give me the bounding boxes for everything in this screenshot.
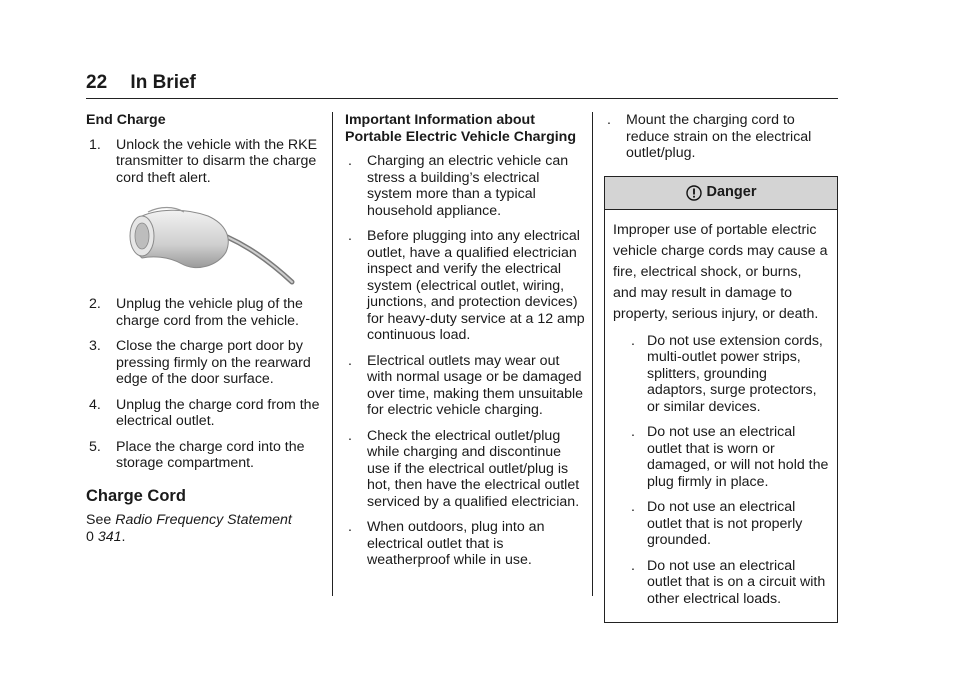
- danger-bullet-item: [613, 424, 829, 490]
- step-item-marker: 5.: [89, 438, 101, 455]
- bullet-item-text: Before plugging into any electrical outlet, have a qualified electrician inspect and verify the electrical system (electrical outlet, wiring, junctions, and protection devices) for heavy-duty service at a 12 amp continuous load.: [367, 228, 585, 343]
- danger-bullet-marker: .: [631, 499, 635, 515]
- danger-bullet-text: Do not use extension cords, multi-outlet power strips, splitters, grounding adaptors, surge protectors, or similar devices.: [647, 332, 823, 415]
- step-item-text: Unplug the vehicle plug of the charge cord from the vehicle.: [116, 296, 303, 329]
- step-item-marker: 2.: [89, 296, 101, 312]
- step-item-marker: 1.: [89, 136, 101, 153]
- charge-plug-illustration-icon: [86, 200, 322, 286]
- page-ref-symbol: 0: [86, 528, 94, 545]
- step-item-marker: 4.: [89, 396, 101, 413]
- see-page-number[interactable]: 341: [97, 528, 122, 545]
- danger-bullet-text: Do not use an electrical outlet that is on a circuit with other electrical loads.: [647, 557, 826, 607]
- header-rule: [86, 98, 838, 99]
- bullet-item-marker: .: [348, 228, 352, 244]
- see-reference-link[interactable]: Radio Frequency Statement: [115, 512, 292, 528]
- danger-bullet-marker: .: [631, 332, 635, 349]
- mounting-list: [604, 112, 840, 162]
- danger-title: Danger: [706, 184, 757, 201]
- bullet-item-marker: .: [348, 153, 352, 169]
- column-divider-1: [332, 112, 333, 596]
- step-item: [86, 338, 322, 388]
- charge-plug-figure: [86, 200, 322, 286]
- danger-bullet-text: Do not use an electrical outlet that is not properly grounded.: [647, 499, 803, 548]
- bullet-item-text: Electrical outlets may wear out with normal usage or be damaged over time, making them unsuitable for electric vehicle charging.: [367, 352, 584, 418]
- important-info-list: [345, 153, 585, 569]
- bullet-item-text: Charging an electric vehicle can stress a building’s electrical system more than a typical household appliance.: [367, 153, 569, 219]
- see-reference: [86, 512, 322, 545]
- section-title: In Brief: [130, 72, 196, 93]
- bullet-item: [345, 428, 585, 511]
- danger-bullet-marker: .: [631, 424, 635, 440]
- column-3: [604, 112, 840, 623]
- steps-list-a: [86, 137, 322, 187]
- bullet-item: [345, 353, 585, 419]
- see-end-period: .: [121, 528, 126, 545]
- important-info-heading: Important Information about Portable Electric Vehicle Charging: [345, 112, 577, 145]
- column-1: [86, 112, 322, 545]
- column-divider-2: [592, 112, 593, 596]
- step-item-marker: 3.: [89, 338, 101, 354]
- page-number: 22: [86, 72, 108, 93]
- step-item-text: Close the charge port door by pressing firmly on the rearward edge of the door surface.: [116, 338, 311, 387]
- column-2: [345, 112, 585, 578]
- step-item-text: Unlock the vehicle with the RKE transmitter to disarm the charge cord theft alert.: [116, 136, 318, 186]
- step-item-text: Place the charge cord into the storage compartment.: [116, 438, 305, 471]
- danger-box: [604, 176, 838, 624]
- see-word: See: [86, 512, 112, 528]
- bullet-item: [345, 228, 585, 344]
- danger-intro: Improper use of portable electric vehicle charge cords may cause a fire, electrical shock, or burns, and may result in damage to property, serious injury, or death.: [613, 221, 828, 322]
- bullet-item-text: Check the electrical outlet/plug while charging and discontinue use if the electrical outlet/plug is hot, then have the electrical outlet serviced by a qualified electrician.: [367, 427, 580, 510]
- danger-bullet-item: [613, 499, 829, 549]
- step-item: [86, 137, 322, 187]
- end-charge-heading: End Charge: [86, 112, 166, 128]
- bullet-item-marker: .: [348, 427, 352, 444]
- warning-icon: [686, 185, 702, 201]
- danger-list: [613, 333, 829, 608]
- bullet-item-marker: .: [348, 352, 352, 369]
- bullet-item-text: Mount the charging cord to reduce strain on the electrical outlet/plug.: [626, 112, 812, 161]
- bullet-item-text: When outdoors, plug into an electrical outlet that is weatherproof while in use.: [367, 519, 545, 568]
- step-item: [86, 397, 322, 430]
- steps-list-b: [86, 296, 322, 472]
- danger-header: [605, 177, 837, 210]
- bullet-item: [345, 153, 585, 219]
- step-item-text: Unplug the charge cord from the electrical outlet.: [116, 396, 320, 429]
- bullet-item: [604, 112, 840, 162]
- step-item: [86, 439, 322, 472]
- bullet-item: [345, 519, 585, 569]
- charge-cord-heading: Charge Cord: [86, 486, 186, 505]
- step-item: [86, 296, 322, 329]
- bullet-item-marker: .: [348, 519, 352, 535]
- danger-bullet-text: Do not use an electrical outlet that is worn or damaged, or will not hold the plug firmly in place.: [647, 424, 829, 490]
- page-header: [86, 72, 196, 94]
- danger-bullet-marker: .: [631, 557, 635, 574]
- danger-body: [605, 210, 837, 623]
- danger-bullet-item: [613, 558, 829, 608]
- bullet-item-marker: .: [607, 112, 611, 128]
- danger-bullet-item: [613, 333, 829, 416]
